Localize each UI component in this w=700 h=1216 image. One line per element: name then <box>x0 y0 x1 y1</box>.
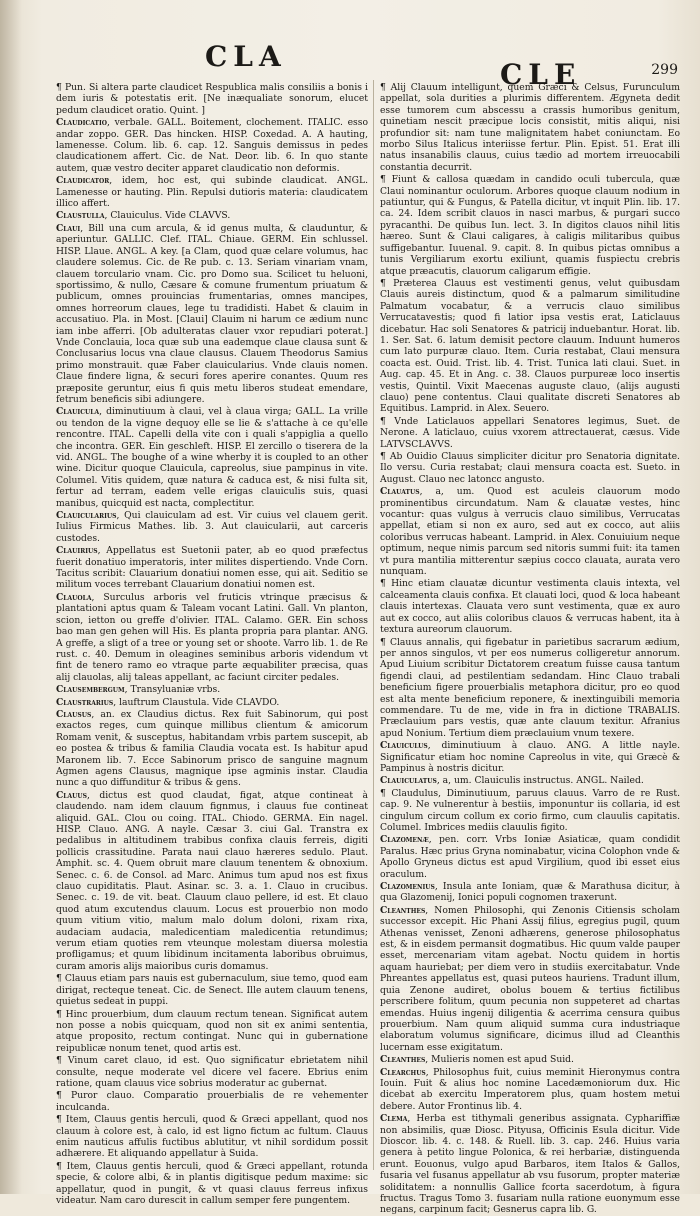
entry-text: Vnde Laticlauos appellari Senatores legimus, Suet. de Nerone. A laticlauo, cuius vxorem attrectauerat, cæsus. Vide LATVSCLAVVS. <box>380 415 680 450</box>
entry-text: Bill una cum arcula, & id genus multa, & clauduntur, & aperiuntur. GALLIC. Clef. ITAL. Chiaue. GERM. Ein schlussel. HISP. Llaue. ANGL. A key. [a Clam, quod quæ celare volumus, hac claudere solemus. Cic. de Re pub. c. 13. Seriam vinariam vnam, clauem torculario vnam. Cic. pro Domo sua. Scilicet tu heluoni, sportissimo, & nullo, Cæsare & comune frumentum priuatum & publicum, omnes prouincias frumentarias, omnes mancipes, omnes horreorum claues, lege tu tradidisti. Habet & clauim in accusatiuo. Pla. in Most. [Claui] Clauim ni harum ce ædium nunc iam inbe afferri. [Ob adulteratas clauer vxor repudiari poterat.] Vnde Conclauia, loca quæ sub una eademque claue clausa sunt & Conclusarius locus vna claue clausus. Clauem Theodorus Samius primo monstrauit. quæ Faber clauicularius. Vnde clauis nomen. Claue findere ligna, & securi fores aperire conantes. Quum res præposite geruntur, eius fi quis metu liberos studeat emendare, fetrum beneficis sibi adiungere. <box>56 222 368 405</box>
dictionary-entry: Clazomenæ, pen. corr. Vrbs Ioniæ Asiaticæ, quam condidit Paralus. Hæc prius Gryna nominabatur, vicina Colophon vnde & Apollo Gryneus dictus est apud Virgilium, quod ibi esset eius oraculum. <box>380 834 680 880</box>
entry-text: Qui clauiculam ad est. Vir cuius vel clauem gerit. Iulius Firmicus Mathes. lib. 3. Aut clauicularii, aut carceris custodes. <box>56 510 368 544</box>
entry-headword: Clauicula <box>56 406 100 418</box>
dictionary-entry: Clearchus, Philosophus fuit, cuius meminit Hieronymus contra Iouin. Fuit & alius hoc nomine Lacedæmoniorum dux. Hic dicebat ab exercitu Imperatorem plus, quam hostem metui debere. Autor Frontinus lib. 4. <box>380 1066 680 1112</box>
entry-text: Claudulus, Diminutiuum, paruus clauus. Varro de re Rust. cap. 9. Ne vulnerentur à bestiis, imponuntur iis collaria, id est cingulum circum collum ex corio firmo, cum clauulis capitatis. Columel. Imbrices mediis clauulis figito. <box>380 787 680 833</box>
running-head-right: CLE <box>500 58 582 91</box>
dictionary-entry: ¶ Ab Ouidio Clauus simpliciter dicitur pro Senatoria dignitate. Ilo versu. Curia restabat; claui mensura coacta est. Sueto. in August. Clauo nec latoncc angusto. <box>380 451 680 485</box>
entry-text: Hinc prouerbium, dum clauum rectum tenean. Significat autem non posse a nobis quicquam, quod non sit ex animi sententia, atque proposito, rectum contingat. Nunc qui in gubernatione reipublicæ nonum tenet, quod artis est. <box>56 1008 368 1054</box>
dictionary-entry: ¶ Hinc etiam clauatæ dicuntur vestimenta clauis intexta, vel calceamenta clauis confixa. Et clauati loci, quod & loca habeant clauis intertexas. Clauata vero sunt vestimenta, quæ ex auro aut ex cocco, aut aliis coloribus clauos & verrucas habent, ita à textura aureorum clauorum. <box>380 578 680 636</box>
entry-text: Herba est tithymali generibus assignata. Cyphariffiæ non absimilis, quæ Diosc. Pityusa, Officinis Esula dicitur. Vide Dioscor. lib. 4. c. 148. & Ruell. lib. 3. cap. 246. Huius varia genera à petito lingue Polonica, & rei herbariæ, distinguenda erunt. Eouonus, vulgo apud Barbaros, item Italos & Gallos, fusaria vel fusanus appellatur ab vsu fusorum, propter materiæ soliditatem: a nonnullis Gallice fcorta sacerdotum, à figura fructus. Tragus Tomo 3. fusariam nulla ratione euonymum esse negans, carpinum facit; Gesnerus capra lib. G. <box>380 1113 680 1216</box>
entry-text: Insula ante Ioniam, quæ & Marathusa dicitur, à qua Glazomenij, Ionici populi cognomen traxerunt. <box>380 881 680 904</box>
entry-text: Puror clauo. Comparatio prouerbialis de re vehementer inculcanda. <box>56 1090 368 1113</box>
entry-text: Surculus arboris vel fruticis vtrinque præcisus & plantationi aptus quam & Taleam vocant Latini. Gall. Vn planton, scion, ietton ou greffe d'olivier. ITAL. Calamo. GER. Ein schoss bao man gen gehen will His. Es planta propria para plantar. ANG. A greffe, a sligt of a tree or young set or shoote. Varro lib. 1. de Re rust. c. 40. Demum in oleagines seminibus arboris videndum vt fint de tenero ramo eo vtraque parte æquabiliter præcisa, quas alij clauolas, alij taleas appellant, ac faciunt circiter pedales. <box>56 591 368 683</box>
entry-headword: Cleanthes <box>380 1054 426 1066</box>
dictionary-entry: Clauirius, Appellatus est Suetonii pater, ab eo quod præfectus fuerit donatiuo imperatoris, inter milites dispertiendo. Vnde Corn. Tacitus scribit: Clauarium donatiui nomen esse, qui ait. Seditio se militum voces terrebant Clauarium donatiui nomen est. <box>56 545 369 591</box>
entry-text: Philosophus fuit, cuius meminit Hieronymus contra Iouin. Fuit & alius hoc nomine Lacedæmoniorum dux. Hic dicebat ab exercitu Imperatorem plus, quam hostem metui debere. Autor Frontinus lib. 4. <box>380 1066 680 1112</box>
entry-text: Hinc etiam clauatæ dicuntur vestimenta clauis intexta, vel calceamenta clauis confixa. Et clauati loci, quod & loca habeant clauis intertexas. Clauata vero sunt vestimenta, quæ ex auro aut ex cocco, aut aliis coloribus clauos & verrucas habent, ita à textura aureorum clauorum. <box>380 578 680 636</box>
entry-text: Vinum caret clauo, id est. Quo significatur ebrietatem nihil consulte, neque moderate vel dicere vel facere. Ebrius enim ratione, quam clauus vice sobrius moderatur ac gubernat. <box>56 1055 368 1089</box>
dictionary-entry: Clauola, Surculus arboris vel fruticis vtrinque præcisus & plantationi aptus quam & Taleam vocant Latini. Gall. Vn planton, scion, ietton ou greffe d'olivier. ITAL. Calamo. GER. Ein schoss bao man gen gehen will His. Es planta propria para plantar. ANG. A greffe, a sligt of a tree or young set or shoote. Varro lib. 1. de Re rust. c. 40. Demum in oleagines seminibus arboris videndum vt fint de tenero ramo eo vtraque parte æquabiliter præcisa, quas alij clauolas, alij taleas appellant, ac faciunt circiter pedales. <box>56 591 368 683</box>
entry-text: dictus est quod claudat, figat, atque contineat à claudendo. nam idem clauum fignmus, i clauus fue contineat aliquid. GAL. Clou ou coing. ITAL. Chiodo. GERMA. Ein nagel. HISP. Clauo. ANG. A nayle. Cæsar 3. ciui Gal. Transtra ex pedalibus in altitudinem trabibus confixa clauis ferreis, digiti pollicis crassitudine. Parata naui clauo hæreres sedulo. Plaut. Amphit. sc. 4. Quem obruit mare clauum tenentem & obnoxium. Senec. c. 6. de Consol. ad Marc. Animus tum apud nos est fixus clauo cupiditatis. Plaut. Asinar. sc. 3. a. 1. Clauo in crucibus. Senec. c. 19. de vit. beat. Clauum clauo pellere, id est. Et clauo quod atum excutendus clauum. Locus est prouerbio non modo quum vitium vitio, malum malo dolum doloni, rixam rixa, audaciam audacia, maledicentiam maledicentia retundimus; verum etiam quoties rem vteunque molestam diuersa molestia profligamus; et quum libidinum incitamenta laboribus obruimus, curam amoris alijs maioribus curis domamus. <box>56 789 369 972</box>
entry-text: Ab Ouidio Clauus simpliciter dicitur pro Senatoria dignitate. Ilo versu. Curia restabat; claui mensura coacta est. Sueto. in August. Clauo nec latoncc angusto. <box>380 451 680 485</box>
dictionary-entry: ¶ Item, Clauus gentis herculi, quod & Græci appellant, rotunda specie, & colore albi, & in plantis digitisque pedum maxime: sic appellatur, quod in pungit, & vt quasi clauus ferreus infixus videatur. Nam caro durescit in callum semper fere pungentem. <box>56 1160 368 1206</box>
entry-headword: Clearchus <box>380 1066 426 1078</box>
entry-text: Nomen Philosophi, qui Zenonis Citiensis scholam successor excepit. Hic Phani Assij filius, egregius pugil, quum Athenas venisset, Zenoni adhærens, generose philosophatus est, & in eisdem permansit dogmatibus. Hic quum valde pauper esset, mercenariam vitam agebat. Noctu quidem in hortis aquam hauriebat; per diem vero in studiis exercitabatur. Vnde Phreantes appellatus est, quasi puteos hauriens. Tradunt illum, quia Zenone audiret, obolus bouem & tertius fictilibus perscribere folitum, quum pecunia non suppeteret ad chartas emendas. Huius ingenij diligentia & acerrima censura quibus prouerbium. Nam quum aliquid summa cura industriaque elaboratum volumus significare, dicimus illud ad Cleanthis lucernam esse exigitatum. <box>380 904 681 1053</box>
dictionary-entry: ¶ Clauus etiam pars nauis est gubernaculum, siue temo, quod eam dirigat, recteque teneat. Cic. de Senect. Ille autem clauum tenens, quietus sedeat in puppi. <box>56 973 368 1008</box>
running-head-left: CLA <box>205 40 287 73</box>
entry-text: diminutiuum à clauo. ANG. A little nayle. Significatur etiam hoc nomine Capreolus in vite, qui Græcè & Pampinus à nostris dicitur. <box>380 740 680 774</box>
dictionary-entry: Clausembergum, Transyluaniæ vrbs. <box>56 684 221 696</box>
dictionary-entry: ¶ Vnde Laticlauos appellari Senatores legimus, Suet. de Nerone. A laticlauo, cuius vxorem attrectauerat, cæsus. Vide LATVSCLAVVS. <box>380 415 680 450</box>
entry-headword: Clauus <box>56 789 87 801</box>
entry-headword: Clauatus <box>380 486 420 498</box>
entry-headword: Clazomenæ <box>380 834 429 846</box>
entry-text: Alij Clauum intelligunt, quem Græci & Celsus, Furunculum appellat, sola durities a plurimis differentem. Ægyneta dedit esse tumorem cum abscessu a crassis humoribus genitum, quinetiam nescit præcipue locis consistit, mitis aliqui, nisi profundior sit: nam tune malignitatem habet coniunctam. Eo morbo Silus Italicus interiisse fertur. Plin. Epist. 51. Erat illi natus insanabilis clauus, cuius tædio ad mortem irreuocabili constantia decurrit. <box>380 82 680 173</box>
dictionary-entry: ¶ Puror clauo. Comparatio prouerbialis de re vehementer inculcanda. <box>56 1090 368 1113</box>
entry-headword: Claustulla <box>56 210 105 222</box>
dictionary-entry: Claui, Bill una cum arcula, & id genus multa, & clauduntur, & aperiuntur. GALLIC. Clef. ITAL. Chiaue. GERM. Ein schlussel. HISP. Llaue. ANGL. A key. [a Clam, quod quæ celare volumus, hac claudere solemus. Cic. de Re pub. c. 13. Seriam vinariam vnam, clauem torculario vnam. Cic. pro Domo sua. Scilicet tu heluoni, sportissimo, & nullo, Cæsare & comune frumentum priuatum & publicum, omnes prouincias frumentarias, omnes mancipes, omnes horreorum claues, lege tu tradidisti. Habet & clauim in accusatiuo. Pla. in Most. [Claui] Clauim ni harum ce ædium nunc iam inbe afferri. [Ob adulteratas clauer vxor repudiari poterat.] Vnde Conclauia, loca quæ sub una eademque claue clausa sunt & Conclusarius locus vna claue clausus. Clauem Theodorus Samius primo monstrauit. quæ Faber clauicularius. Vnde clauis nomen. Claue findere ligna, & securi fores aperire conantes. Quum res præposite geruntur, eius fi quis metu liberos studeat emendare, fetrum beneficis sibi adiungere. <box>56 222 368 405</box>
entry-text: Clauus annalis, qui figebatur in parietibus sacrarum ædium, per annos singulos, vt per eos numerus colligeretur annorum. Apud Liuium scribitur Dictatorem creatum fuisse causa tantum figendi claui, ad pestilentiam sedandam. Hinc Clauo trabali beneficium figere prouerbialis metaphora dicitur, pro eo quod est alta mente beneficium reponere, & inextinguibili memoria commendare. Tu de me, vide in fra in dictione TRABALIS. Præclauium pars vestis, quæ ante clauum texitur. Afranius apud Nonium. Tertium diem præclauium vnum texere. <box>380 636 680 739</box>
entry-text: a, um. Clauiculis instructus. ANGL. Nailed. <box>442 775 644 787</box>
dictionary-entry: Clauicularius, Qui clauiculam ad est. Vir cuius vel clauem gerit. Iulius Firmicus Mathes. lib. 3. Aut clauicularii, aut carceris custodes. <box>56 510 368 544</box>
entry-headword: Clausus <box>56 708 92 720</box>
entry-text: Appellatus est Suetonii pater, ab eo quod præfectus fuerit donatiuo imperatoris, inter milites dispertiendo. Vnde Corn. Tacitus scribit: Clauarium donatiui nomen esse, qui ait. Seditio se militum voces terrebant Clauarium donatiui nomen est. <box>56 545 369 591</box>
dictionary-entry: Clauatus, a, um. Quod est aculeis clauorum modo prominentibus circundatum. Nam & clauatæ vestes, hinc vocantur: quas vulgus à verrucis clauo similibus, Verrucatas appellat, etiam si non ex auro, sed aut ex cocco, aut aliis coloribus verrucas habeant. Lamprid. in Alex. Conuiuium neque optimum, neque nimis parcum sed nitoris summi fuit: ita tamen vt pura mantilia mitterentur sæpius cocco clauata, aurata vero nunquam. <box>380 486 680 578</box>
entry-text: diminutiuum à claui, vel à claua virga; GALL. La vrille ou tendon de la vigne dequoy elle se lie & s'attache à ce qu'elle rencontre. ITAL. Capelli della vite con i quali s'appiglia a quello che incontra. GER. Ein geschleft. HISP. El zercillo o tiserera de la vid. ANGL. The boughe of a wine wherby it is coupled to an other wine. Dicitur quoque Clauicula, capreolus, siue pampinus in vite. Columel. Vitis quidem, quæ natura & caduca est, & nisi fulta sit, fertur ad terram, eadem velle erigas clauiculis suis, quasi manibus, quicquid est nacta, complectitur. <box>56 406 368 509</box>
page-number: 299 <box>651 62 678 78</box>
entry-headword: Claudicatio <box>56 117 108 129</box>
entry-text: lauftrum Claustula. Vide CLAVDO. <box>119 696 280 708</box>
dictionary-entry: Clausus, an. ex Claudius dictus. Rex fuit Sabinorum, qui post exactos reges, cum quinque millibus clientum & amicorum Romam venit, & susceptus, habitandam vrbis partem suscepit, ab eo postea & tribus & familia Claudia vocata est. Is habitur apud Maronem lib. 7. Ecce Sabinorum prisco de sanguine magnum Agmen agens Clausus, magnique ipse agminis instar. Claudia nunc a quo diffunditur & tribus & gens. <box>56 708 369 789</box>
entry-text: Mulieris nomen est apud Suid. <box>431 1054 574 1066</box>
gutter-shadow <box>0 0 22 1194</box>
column-rule <box>373 80 374 1170</box>
dictionary-entry: Clazomenius, Insula ante Ioniam, quæ & Marathusa dicitur, à qua Glazomenij, Ionici populi cognomen traxerunt. <box>380 881 680 904</box>
dictionary-entry: ¶ Clauus annalis, qui figebatur in parietibus sacrarum ædium, per annos singulos, vt per eos numerus colligeretur annorum. Apud Liuium scribitur Dictatorem creatum fuisse causa tantum figendi claui, ad pestilentiam sedandam. Hinc Clauo trabali beneficium figere prouerbialis metaphora dicitur, pro eo quod est alta mente beneficium reponere, & inextinguibili memoria commendare. Tu de me, vide in fra in dictione TRABALIS. Præclauium pars vestis, quæ ante clauum texitur. Afranius apud Nonium. Tertium diem præclauium vnum texere. <box>380 636 680 739</box>
entry-headword: Clauirius <box>56 545 98 557</box>
entry-text: Clauus etiam pars nauis est gubernaculum, siue temo, quod eam dirigat, recteque teneat. Cic. de Senect. Ille autem clauum tenens, quietus sedeat in puppi. <box>56 973 368 1008</box>
entry-text: Transyluaniæ vrbs. <box>130 684 221 696</box>
right-column <box>380 82 681 1216</box>
entry-headword: Claustrarius <box>56 696 114 708</box>
left-column <box>56 82 369 1206</box>
entry-headword: Claui <box>56 222 81 234</box>
dictionary-entry: ¶ Hinc prouerbium, dum clauum rectum tenean. Significat autem non posse a nobis quicquam, quod non sit ex animi sententia, atque proposito, rectum contingat. Nunc qui in gubernatione reipublicæ nonum tenet, quod artis est. <box>56 1008 368 1054</box>
dictionary-entry: ¶ Vinum caret clauo, id est. Quo significatur ebrietatem nihil consulte, neque moderate vel dicere vel facere. Ebrius enim ratione, quam clauus vice sobrius moderatur ac gubernat. <box>56 1055 368 1089</box>
entry-headword: Claudicator <box>56 175 110 187</box>
entry-headword: Clauiculatus <box>380 775 437 787</box>
entry-text: Item, Clauus gentis herculi, quod & Græci appellant, quod nos clauum à colore est, à calo, id est ligno fictum ac fultum. Clauus enim nauticus affulis fuctibus ablutitur, vt nihil sordidum possit adhærere. Et aliquando appellatur à Suida. <box>56 1114 368 1160</box>
entry-text: pen. corr. Vrbs Ioniæ Asiaticæ, quam condidit Paralus. Hæc prius Gryna nominabatur, vicina Colophon vnde & Apollo Gryneus dictus est apud Virgilium, quod ibi esset eius oraculum. <box>380 834 680 880</box>
dictionary-entry: Clauus, dictus est quod claudat, figat, atque contineat à claudendo. nam idem clauum fignmus, i clauus fue contineat aliquid. GAL. Clou ou coing. ITAL. Chiodo. GERMA. Ein nagel. HISP. Clauo. ANG. A nayle. Cæsar 3. ciui Gal. Transtra ex pedalibus in altitudinem trabibus confixa clauis ferreis, digiti pollicis crassitudine. Parata naui clauo hæreres sedulo. Plaut. Amphit. sc. 4. Quem obruit mare clauum tenentem & obnoxium. Senec. c. 6. de Consol. ad Marc. Animus tum apud nos est fixus clauo cupiditatis. Plaut. Asinar. sc. 3. a. 1. Clauo in crucibus. Senec. c. 19. de vit. beat. Clauum clauo pellere, id est. Et clauo quod atum excutendus clauum. Locus est prouerbio non modo quum vitium vitio, malum malo dolum doloni, rixam rixa, audaciam audacia, maledicentiam maledicentia retundimus; verum etiam quoties rem vteunque molestam diuersa molestia profligamus; et quum libidinum incitamenta laboribus obruimus, curam amoris alijs maioribus curis domamus. <box>56 789 369 972</box>
dictionary-entry: Clema, Herba est tithymali generibus assignata. Cyphariffiæ non absimilis, quæ Diosc. Pityusa, Officinis Esula dicitur. Vide Dioscor. lib. 4. c. 148. & Ruell. lib. 3. cap. 246. Huius varia genera à petito lingue Polonica, & rei herbariæ, distinguenda erunt. Eouonus, vulgo apud Barbaros, item Italos & Gallos, fusaria vel fusanus appellatur ab vsu fusorum, propter materiæ soliditatem: a nonnullis Gallice fcorta sacerdotum, à figura fructus. Tragus Tomo 3. fusariam nulla ratione euonymum esse negans, carpinum facit; Gesnerus capra lib. G. <box>380 1113 680 1216</box>
entry-text: verbale. GALL. Boitement, clochement. ITALIC. esso andar zoppo. GER. Das hincken. HISP. Coxedad. A. A hauting, lamenesse. Colum. lib. 6. cap. 12. Sanguis demissus in pedes claudicationem affert. Cic. de Nat. Deor. lib. 6. In quo stante autem, quæ vestro deciter apparet claudicatio non deformis. <box>56 117 368 174</box>
entry-headword: Clausembergum <box>56 684 125 696</box>
dictionary-entry: Clauicula, diminutiuum à claui, vel à claua virga; GALL. La vrille ou tendon de la vigne dequoy elle se lie & s'attache à ce qu'elle rencontre. ITAL. Capelli della vite con i quali s'appiglia a quello che incontra. GER. Ein geschleft. HISP. El zercillo o tiserera de la vid. ANGL. The boughe of a wine wherby it is coupled to an other wine. Dicitur quoque Clauicula, capreolus, siue pampinus in vite. Columel. Vitis quidem, quæ natura & caduca est, & nisi fulta sit, fertur ad terram, eadem velle erigas clauiculis suis, quasi manibus, quicquid est nacta, complectitur. <box>56 406 368 509</box>
entry-headword: Clema <box>380 1113 408 1125</box>
entry-headword: Cleanthes <box>380 904 426 916</box>
dictionary-entry: ¶ Præterea Clauus est vestimenti genus, velut quibusdam Clauis aureis distinctum, quod & a palmarum similitudine Palmatum vocabatur, & a verrucis clauo similibus Verrucatavestis; quod fi latior ipsa vestis erat, Laticlauus dicebatur. Hac soli Senatores & patricij induebantur. Horat. lib. 1. Ser. Sat. 6. latum demisit pectore clauum. Induunt humeros cum lato purpuræ clauo. Item. Curia restabat, Claui mensura coacta est. Ouid. Trist. lib. 4. Trist. Tunica lati claui. Suet. in Aug. cap. 45. Et in Ang. c. 38. Clauos purpureæ loco insertis vestis, Quintil. Vixit Maecenas auguste clauo, (alijs augusti clauo) pene contentus. Claui qualitate discreti Senatores ab Equitibus. Lamprid. in Alex. Seuero. <box>380 277 680 415</box>
dictionary-entry: Clauiculus, diminutiuum à clauo. ANG. A little nayle. Significatur etiam hoc nomine Capreolus in vite, qui Græcè & Pampinus à nostris dicitur. <box>380 740 680 774</box>
entry-text: Præterea Clauus est vestimenti genus, velut quibusdam Clauis aureis distinctum, quod & a palmarum similitudine Palmatum vocabatur, & a verrucis clauo similibus Verrucatavestis; quod fi latior ipsa vestis erat, Laticlauus dicebatur. Hac soli Senatores & patricij induebantur. Horat. lib. 1. Ser. Sat. 6. latum demisit pectore clauum. Induunt humeros cum lato purpuræ clauo. Item. Curia restabat, Claui mensura coacta est. Ouid. Trist. lib. 4. Trist. Tunica lati claui. Suet. in Aug. cap. 45. Et in Ang. c. 38. Clauos purpureæ loco insertis vestis, Quintil. Vixit Maecenas auguste clauo, (alijs augusti clauo) pene contentus. Claui qualitate discreti Senatores ab Equitibus. Lamprid. in Alex. Seuero. <box>380 277 680 415</box>
entry-headword: Clazomenius <box>380 881 435 893</box>
dictionary-entry: Cleanthes, Mulieris nomen est apud Suid. <box>380 1054 574 1066</box>
dictionary-entry: Claustrarius, lauftrum Claustula. Vide CLAVDO. <box>56 696 280 708</box>
dictionary-entry: Clauiculatus, a, um. Clauiculis instructus. ANGL. Nailed. <box>380 775 644 787</box>
dictionary-entry: ¶ Item, Clauus gentis herculi, quod & Græci appellant, quod nos clauum à colore est, à calo, id est ligno fictum ac fultum. Clauus enim nauticus affulis fuctibus ablutitur, vt nihil sordidum possit adhærere. Et aliquando appellatur à Suida. <box>56 1114 368 1160</box>
dictionary-entry: ¶ Fiunt & callosa quædam in candido oculi tubercula, quæ Claui nominantur oculorum. Arbores quoque clauum nodium in patiuntur, qui & Fungus, & Patella dicitur, vt inquit Plin. lib. 17. ca. 24. Idem scribit clauos in nasci marbus, & purgari succo pyracanthi. De quibus Iun. lect. 3. In digitos clauos nihil litis hæreo. Sunt & Claui caligares, à caligis militaribus quibus suffigebantur. Iuuenal. 9. capit. 8. In quibus pictas omnibus a tunis Vergiliarum exortu exiliunt, quamis fuspiectu crebris atque præacutis, clauorum caligarum effigie. <box>380 174 680 277</box>
dictionary-entry: ¶ Pun. Si altera parte claudicet Respublica malis consiliis a bonis i dem iuris & potestatis erit. [Ne inæqualiate sonorum, elucet pedum claudicet oratio. Quint. ] <box>56 82 368 116</box>
entry-headword: Clauola <box>56 591 92 603</box>
entry-text: Item, Clauus gentis herculi, quod & Græci appellant, rotunda specie, & colore albi, & in plantis digitisque pedum maxime: sic appellatur, quod in pungit, & vt quasi clauus ferreus infixus videatur. Nam caro durescit in callum semper fere pungentem. <box>56 1160 368 1206</box>
entry-headword: Clauiculus <box>380 740 428 752</box>
dictionary-entry: Claustulla, Clauiculus. Vide CLAVVS. <box>56 210 231 222</box>
entry-text: idem, hoc est, qui subinde claudicat. ANGL. Lamenesse or hauting. Plin. Repulsi dutioris materia: claudicatem illico affert. <box>56 175 369 210</box>
dictionary-entry: Claudicator, idem, hoc est, qui subinde claudicat. ANGL. Lamenesse or hauting. Plin. Repulsi dutioris materia: claudicatem illico affert. <box>56 175 369 210</box>
entry-text: Clauiculus. Vide CLAVVS. <box>110 210 231 222</box>
entry-text: Pun. Si altera parte claudicet Respublica malis consiliis a bonis i dem iuris & potestatis erit. [Ne inæqualiate sonorum, elucet pedum claudicet oratio. Quint. ] <box>56 82 368 116</box>
entry-text: Fiunt & callosa quædam in candido oculi tubercula, quæ Claui nominantur oculorum. Arbores quoque clauum nodium in patiuntur, qui & Fungus, & Patella dicitur, vt inquit Plin. lib. 17. ca. 24. Idem scribit clauos in nasci marbus, & purgari succo pyracanthi. De quibus Iun. lect. 3. In digitos clauos nihil litis hæreo. Sunt & Claui caligares, à caligis militaribus quibus suffigebantur. Iuuenal. 9. capit. 8. In quibus pictas omnibus a tunis Vergiliarum exortu exiliunt, quamis fuspiectu crebris atque præacutis, clauorum caligarum effigie. <box>380 174 680 277</box>
dictionary-entry: Claudicatio, verbale. GALL. Boitement, clochement. ITALIC. esso andar zoppo. GER. Das hincken. HISP. Coxedad. A. A hauting, lamenesse. Colum. lib. 6. cap. 12. Sanguis demissus in pedes claudicationem affert. Cic. de Nat. Deor. lib. 6. In quo stante autem, quæ vestro deciter apparet claudicatio non deformis. <box>56 117 368 174</box>
entry-text: a, um. Quod est aculeis clauorum modo prominentibus circundatum. Nam & clauatæ vestes, hinc vocantur: quas vulgus à verrucis clauo similibus, Verrucatas appellat, etiam si non ex auro, sed aut ex cocco, aut aliis coloribus verrucas habeant. Lamprid. in Alex. Conuiuium neque optimum, neque nimis parcum sed nitoris summi fuit: ita tamen vt pura mantilia mitterentur sæpius cocco clauata, aurata vero nunquam. <box>380 486 680 578</box>
dictionary-entry: ¶ Alij Clauum intelligunt, quem Græci & Celsus, Furunculum appellat, sola durities a plurimis differentem. Ægyneta dedit esse tumorem cum abscessu a crassis humoribus genitum, quinetiam nescit præcipue locis consistit, mitis aliqui, nisi profundior sit: nam tune malignitatem habet coniunctam. Eo morbo Silus Italicus interiisse fertur. Plin. Epist. 51. Erat illi natus insanabilis clauus, cuius tædio ad mortem irreuocabili constantia decurrit. <box>380 82 680 173</box>
dictionary-entry: ¶ Claudulus, Diminutiuum, paruus clauus. Varro de re Rust. cap. 9. Ne vulnerentur à bestiis, imponuntur iis collaria, id est cingulum circum collum ex corio firmo, cum clauulis capitatis. Columel. Imbrices mediis clauulis figito. <box>380 787 680 833</box>
entry-text: an. ex Claudius dictus. Rex fuit Sabinorum, qui post exactos reges, cum quinque millibus clientum & amicorum Romam venit, & susceptus, habitandam vrbis partem suscepit, ab eo postea & tribus & familia Claudia vocata est. Is habitur apud Maronem lib. 7. Ecce Sabinorum prisco de sanguine magnum Agmen agens Clausus, magnique ipse agminis instar. Claudia nunc a quo diffunditur & tribus & gens. <box>56 708 369 789</box>
entry-headword: Clauicularius <box>56 510 117 522</box>
dictionary-entry: Cleanthes, Nomen Philosophi, qui Zenonis Citiensis scholam successor excepit. Hic Phani Assij filius, egregius pugil, quum Athenas venisset, Zenoni adhærens, generose philosophatus est, & in eisdem permansit dogmatibus. Hic quum valde pauper esset, mercenariam vitam agebat. Noctu quidem in hortis aquam hauriebat; per diem vero in studiis exercitabatur. Vnde Phreantes appellatus est, quasi puteos hauriens. Tradunt illum, quia Zenone audiret, obolus bouem & tertius fictilibus perscribere folitum, quum pecunia non suppeteret ad chartas emendas. Huius ingenij diligentia & acerrima censura quibus prouerbium. Nam quum aliquid summa cura industriaque elaboratum volumus significare, dicimus illud ad Cleanthis lucernam esse exigitatum. <box>380 904 681 1053</box>
